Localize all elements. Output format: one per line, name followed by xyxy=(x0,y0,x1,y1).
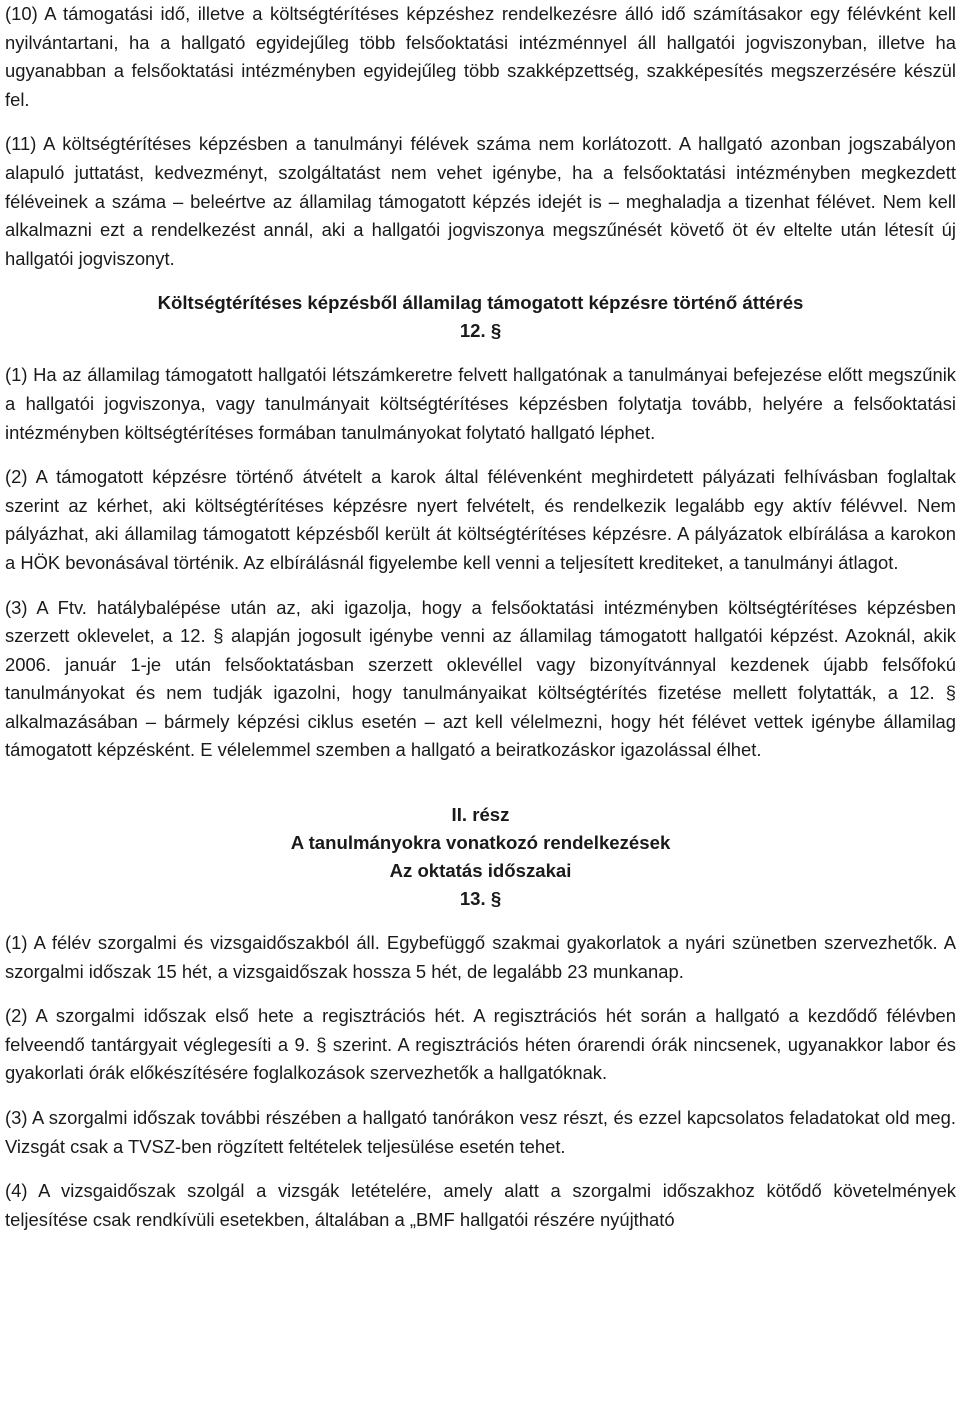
paragraph-13-1: (1) A félév szorgalmi és vizsgaidőszakból áll. Egybefüggő szakmai gyakorlatok a nyári szünetben szervezhetők. A szorgalmi időszak 15 hét, a vizsgaidőszak hossza 5 hét, de legalább 23 munkanap. xyxy=(5,932,956,982)
document-page xyxy=(5,0,956,1234)
paragraph-13-4: (4) A vizsgaidőszak szolgál a vizsgák letételére, amely alatt a szorgalmi időszakhoz kötődő követelmények teljesítése csak rendkívüli esetekben, általában a „BMF hallgatói részére nyújtható xyxy=(5,1180,956,1230)
part-heading xyxy=(5,801,956,913)
paragraph-12-2: (2) A támogatott képzésre történő átvételt a karok által félévenként meghirdetett pályázati felhívásban foglaltak szerint az kérhet, aki költségtérítéses képzésre nyert felvételt, és rendelkezik legalább egy aktív félévvel. Nem pályázhat, aki államilag támogatott képzésből került át költségtérítéses képzésre. A pályázatok elbírálása a karokon a HÖK bevonásával történik. Az elbírálásnál figyelembe kell venni a teljesített krediteket, a tanulmányi átlagot. xyxy=(5,466,956,573)
part-title: A tanulmányokra vonatkozó rendelkezések xyxy=(290,832,671,854)
paragraph-12-3: (3) A Ftv. hatálybalépése után az, aki igazolja, hogy a felsőoktatási intézményben költségtérítéses képzésben szerzett oklevelet, a 12. § alapján jogosult igénybe venni az államilag támogatott hallgatói képzést. Azoknál, akik 2006. január 1-je után felsőoktatásban szerzett oklevéllel vagy bizonyítvánnyal kezdenek újabb felsőfokú tanulmányokat és nem tudják igazolni, hogy tanulmányaikat költségtérítés fizetése mellett folytatták, a 12. § alkalmazásában – bármely képzési ciklus esetén – azt kell vélelmezni, hogy hét félévet vettek igénybe államilag támogatott képzésként. E vélelemmel szemben a hallgató a beiratkozáskor igazolással élhet. xyxy=(5,596,956,761)
paragraph-12-1: (1) Ha az államilag támogatott hallgatói létszámkeretre felvett hallgatónak a tanulmányai befejezése előtt megszűnik a hallgatói jogviszonya, vagy tanulmányait költségtérítéses képzésben folytatja tovább, helyére a felsőoktatási intézményben költségtérítéses formában tanulmányokat folytató hallgató léphet. xyxy=(5,364,956,443)
paragraph-13-2: (2) A szorgalmi időszak első hete a regisztrációs hét. A regisztrációs hét során a hallgató a kezdődő félévben felveendő tantárgyait véglegesíti a 9. § szerint. A regisztrációs héten órarendi órák nincsenek, ugyanakkor labor és gyakorlati órák előkészítésére foglalkozások szervezhetők a hallgatóknak. xyxy=(5,1005,956,1084)
paragraph-11: (11) A költségtérítéses képzésben a tanulmányi félévek száma nem korlátozott. A hallgató azonban jogszabályon alapuló juttatást, kedvezményt, szolgáltatást nem vehet igénybe, ha a felsőoktatási intézményben megkezdett féléveinek a száma – beleértve az államilag támogatott képzés idejét is – meghaladja a tizenhat félévet. Nem kell alkalmazni ezt a rendelkezést annál, aki a hallgatói jogviszonya megszűnését követő öt év eltelte után létesít új hallgatói jogviszonyt. xyxy=(5,133,956,269)
section-title: Költségtérítéses képzésből államilag támogatott képzésre történő áttérés xyxy=(157,292,804,314)
section-number: 12. § xyxy=(459,320,502,342)
chapter-title: Az oktatás időszakai xyxy=(389,860,572,882)
paragraph-10: (10) A támogatási idő, illetve a költségtérítéses képzéshez rendelkezésre álló idő számításakor egy félévként kell nyilvántartani, ha a hallgató egyidejűleg több felsőoktatási intézménnyel áll hallgatói jogviszonyban, illetve ha ugyanabban a felsőoktatási intézményben egyidejűleg több szakképzettség, szakképesítés megszerzésére készül fel. xyxy=(5,3,956,110)
part-number: II. rész xyxy=(451,804,510,826)
paragraph-13-3: (3) A szorgalmi időszak további részében a hallgató tanórákon vesz részt, és ezzel kapcsolatos feladatokat old meg. Vizsgát csak a TVSZ-ben rögzített feltételek teljesülése esetén tehet. xyxy=(5,1107,956,1157)
section-number: 13. § xyxy=(459,888,502,910)
section-heading-12 xyxy=(5,289,956,345)
